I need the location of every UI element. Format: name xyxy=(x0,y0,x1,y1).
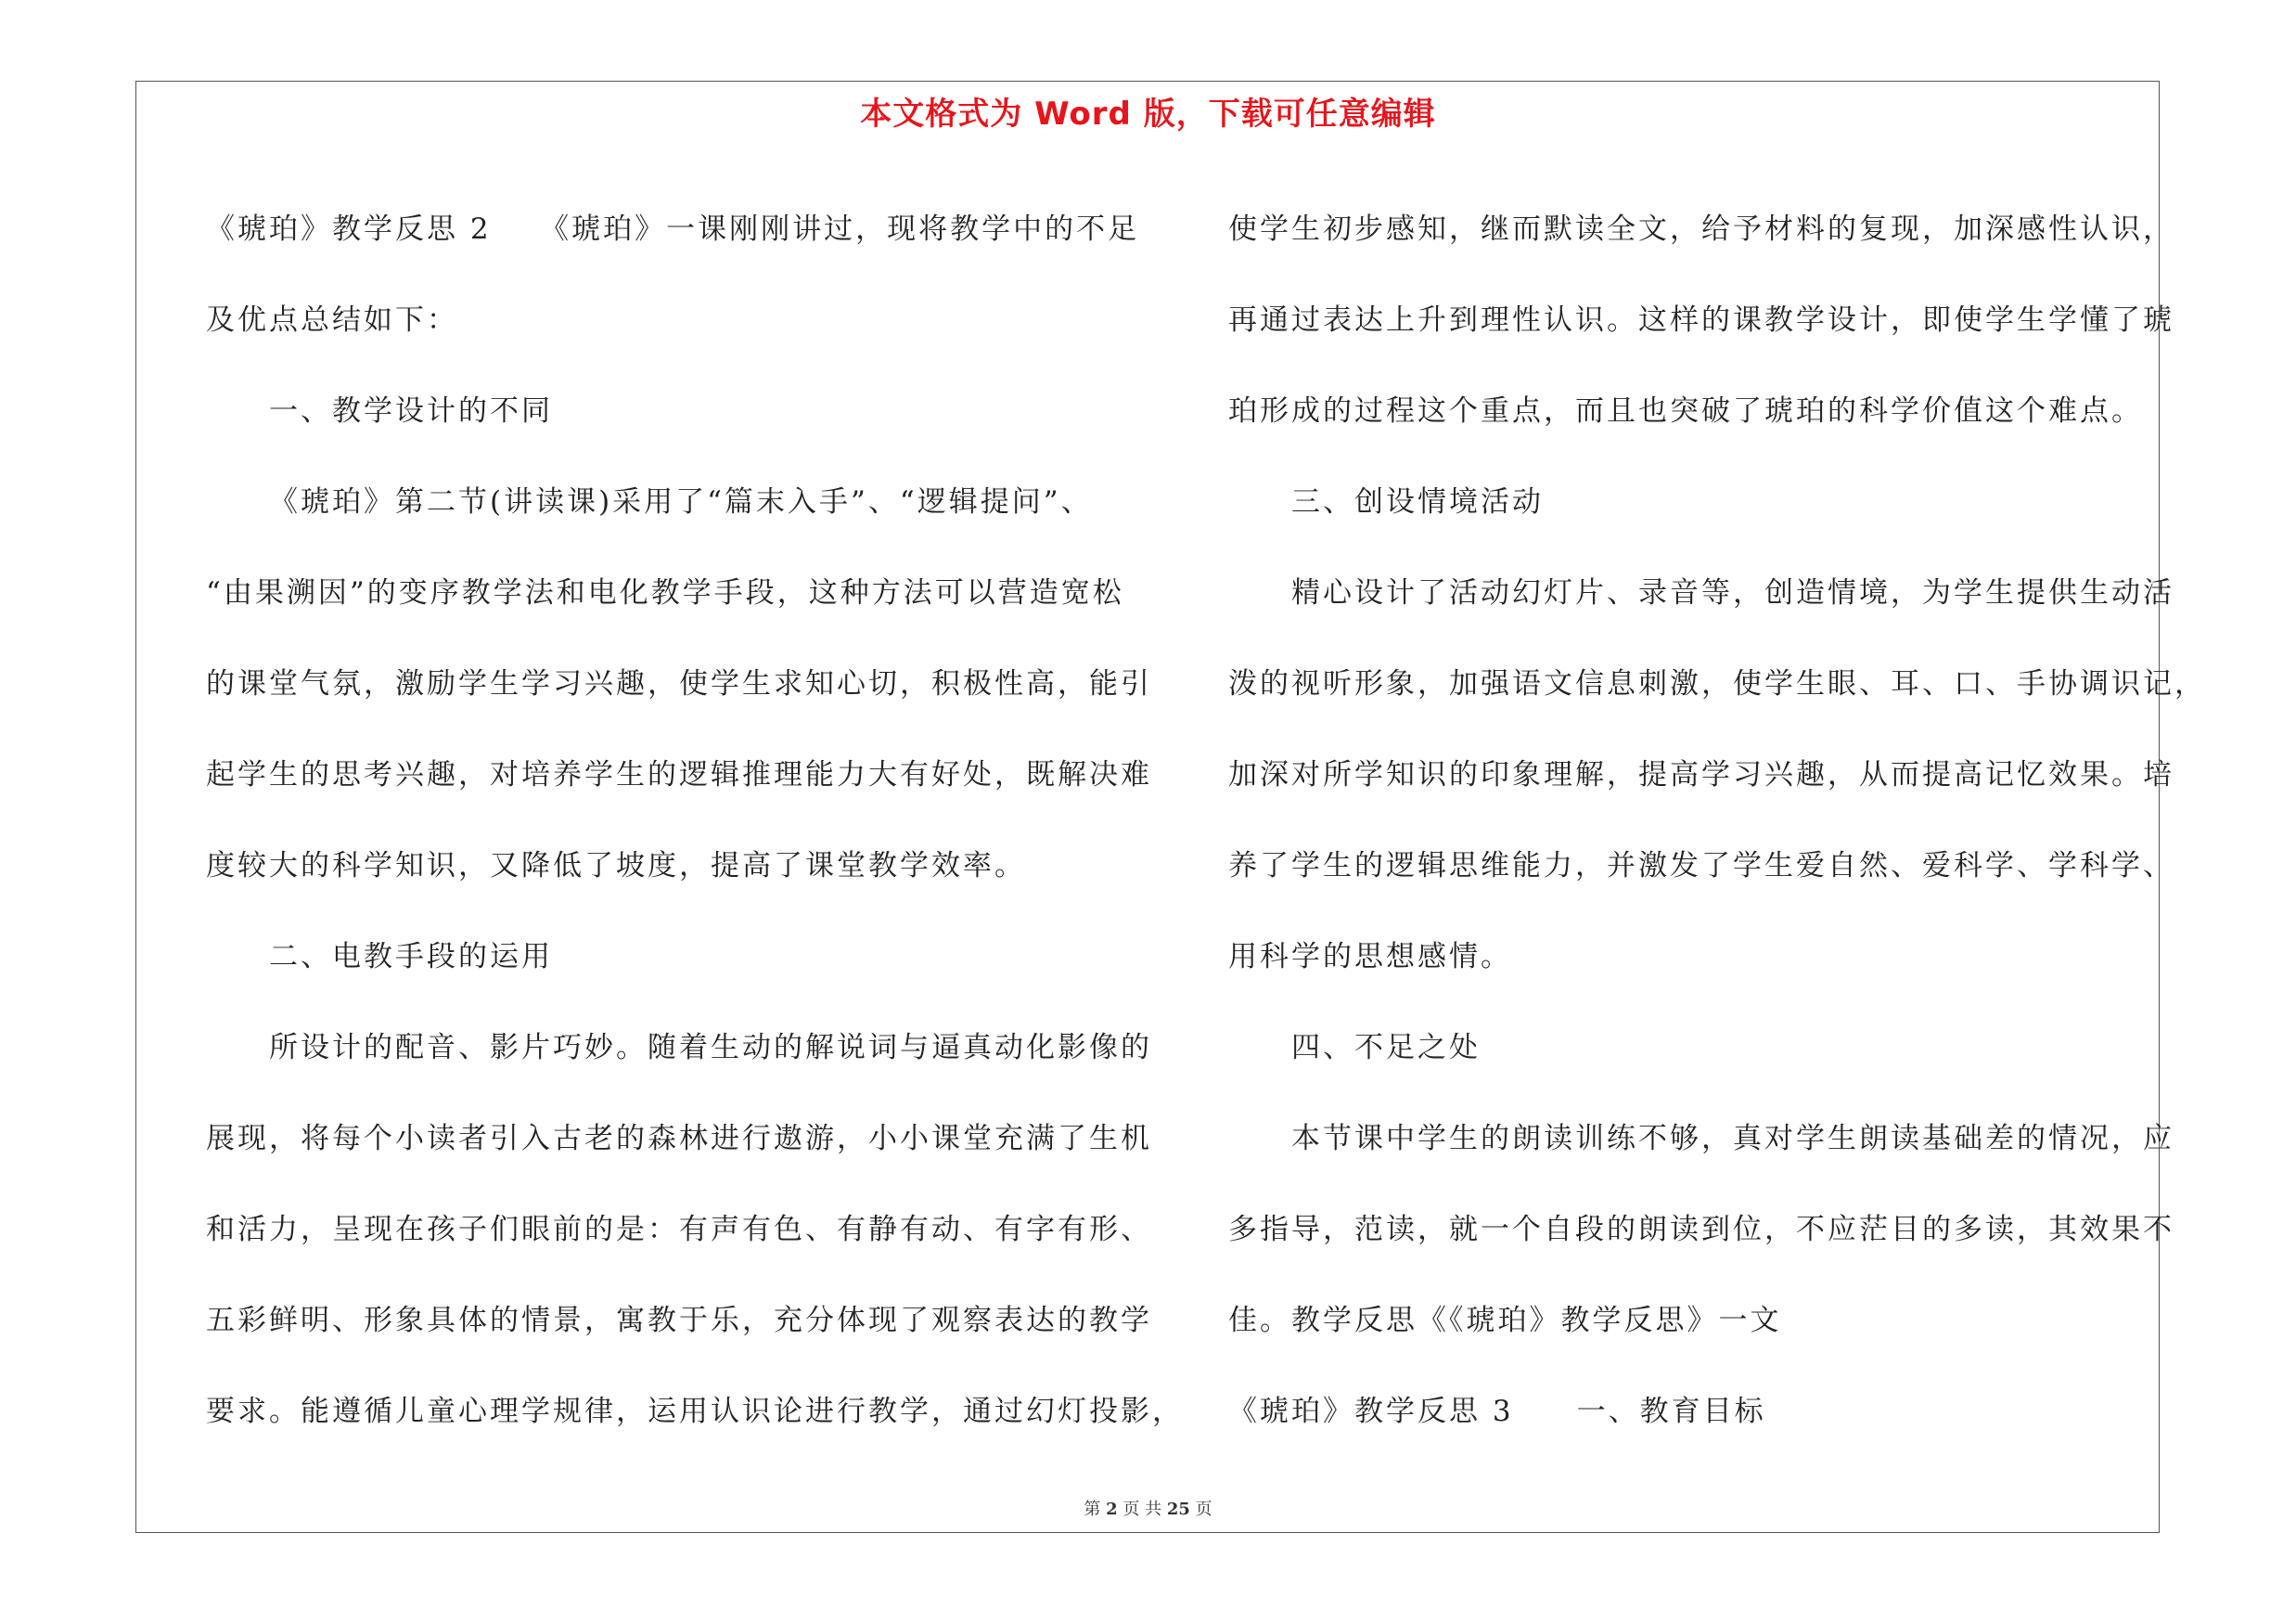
left-column-line: 展现，将每个小读者引入古老的森林进行遨游，小小课堂充满了生机 xyxy=(206,1122,1152,1155)
right-column-line: 多指导，范读，就一个自段的朗读到位，不应茫目的多读，其效果不 xyxy=(1228,1213,2174,1246)
left-column-line: 度较大的科学知识，又降低了坡度，提高了课堂教学效率。 xyxy=(206,849,1026,882)
right-column-line: 用科学的思想感情。 xyxy=(1228,940,1512,973)
right-column-line: 本节课中学生的朗读训练不够，真对学生朗读基础差的情况，应 xyxy=(1291,1122,2174,1155)
right-column-line: 四、不足之处 xyxy=(1291,1031,1481,1064)
left-column-line: 及优点总结如下： xyxy=(206,303,458,337)
left-column-line: 一、教学设计的不同 xyxy=(269,394,553,428)
page-footer xyxy=(0,1496,2296,1520)
format-banner: 本文格式为 Word 版，下载可任意编辑 xyxy=(860,96,1436,133)
right-column-line: 佳。教学反思《《琥珀》教学反思》一文 xyxy=(1228,1304,1782,1337)
footer-page-number: 2 xyxy=(1106,1500,1118,1519)
left-column-line: 《琥珀》第二节(讲读课)采用了“篇末入手”、“逻辑提问”、 xyxy=(269,485,1093,519)
footer-total-pages: 25 xyxy=(1166,1500,1190,1519)
right-column-line: 泼的视听形象，加强语文信息刺激，使学生眼、耳、口、手协调识记， xyxy=(1228,667,2206,701)
right-column-line: 精心设计了活动幻灯片、录音等，创造情境，为学生提供生动活 xyxy=(1291,576,2174,610)
left-column-line: 起学生的思考兴趣，对培养学生的逻辑推理能力大有好处，既解决难 xyxy=(206,758,1152,792)
left-column-line: 《琥珀》教学反思 2 《琥珀》一课刚刚讲过，现将教学中的不足 xyxy=(206,213,1140,246)
right-column-line: 再通过表达上升到理性认识。这样的课教学设计，即使学生学懂了琥 xyxy=(1228,303,2174,337)
left-column-line: “由果溯因”的变序教学法和电化教学手段，这种方法可以营造宽松 xyxy=(206,576,1124,610)
right-column-line: 三、创设情境活动 xyxy=(1291,485,1544,519)
left-column xyxy=(206,184,1184,1457)
footer-suffix: 页 xyxy=(1195,1500,1212,1519)
left-column-line: 二、电教手段的运用 xyxy=(269,940,553,973)
left-column-line: 的课堂气氛，激励学生学习兴趣，使学生求知心切，积极性高，能引 xyxy=(206,667,1152,701)
left-column-line: 五彩鲜明、形象具体的情景，寓教于乐，充分体现了观察表达的教学 xyxy=(206,1304,1152,1337)
footer-prefix: 第 xyxy=(1084,1500,1101,1519)
left-column-line: 要求。能遵循儿童心理学规律，运用认识论进行教学，通过幻灯投影， xyxy=(206,1395,1184,1428)
right-column-line: 珀形成的过程这个重点，而且也突破了琥珀的科学价值这个难点。 xyxy=(1228,394,2143,428)
right-column-line: 使学生初步感知，继而默读全文，给予材料的复现，加深感性认识， xyxy=(1228,213,2174,246)
right-column xyxy=(1228,184,2206,1457)
footer-middle: 页 共 xyxy=(1122,1500,1162,1519)
right-column-line: 《琥珀》教学反思 3 一、教育目标 xyxy=(1228,1395,1766,1428)
right-column-line: 加深对所学知识的印象理解，提高学习兴趣，从而提高记忆效果。培 xyxy=(1228,758,2174,792)
right-column-line: 养了学生的逻辑思维能力，并激发了学生爱自然、爱科学、学科学、 xyxy=(1228,849,2174,882)
left-column-line: 和活力，呈现在孩子们眼前的是：有声有色、有静有动、有字有形、 xyxy=(206,1213,1152,1246)
left-column-line: 所设计的配音、影片巧妙。随着生动的解说词与逼真动化影像的 xyxy=(269,1031,1152,1064)
